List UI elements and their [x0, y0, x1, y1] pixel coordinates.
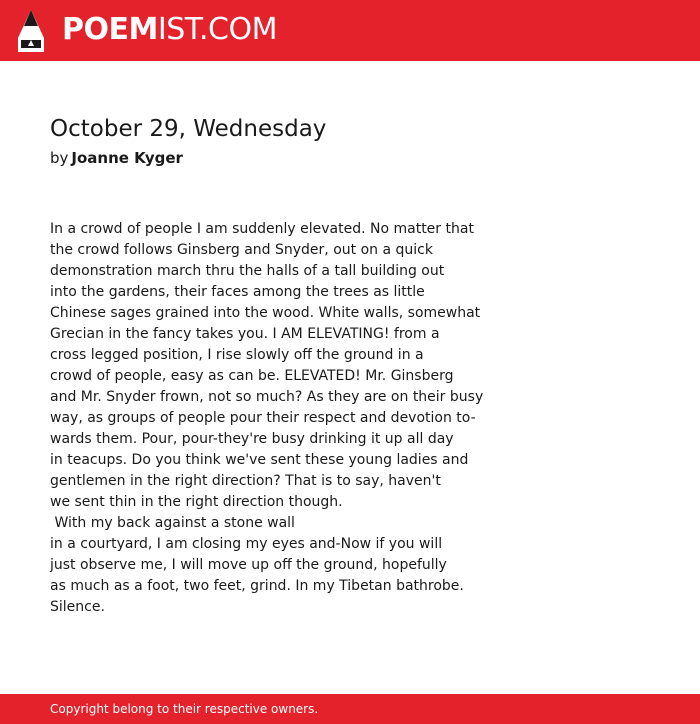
poem-line: With my back against a stone wall [50, 515, 295, 531]
site-footer [0, 694, 700, 724]
poem-line: as much as a foot, two feet, grind. In my Tibetan bathrobe. [50, 578, 464, 594]
pencil-tip-icon [18, 10, 44, 52]
poem-line: into the gardens, their faces among the trees as little [50, 284, 425, 300]
poem-title: October 29, Wednesday [50, 116, 327, 142]
poem-line: demonstration march thru the halls of a tall building out [50, 263, 445, 279]
poem-line: gentlemen in the right direction? That is to say, haven't [50, 473, 441, 489]
poem-line: In a crowd of people I am suddenly elevated. No matter that [50, 221, 474, 237]
poem-line: wards them. Pour, pour-they're busy drinking it up all day [50, 431, 454, 447]
poem-byline [50, 149, 183, 167]
site-logo-text [62, 12, 277, 48]
poem-author-link[interactable]: Joanne Kyger [71, 149, 183, 167]
poem-line: Silence. [50, 599, 105, 615]
poem-line: the crowd follows Ginsberg and Snyder, out on a quick [50, 242, 433, 258]
by-label: by [50, 149, 69, 167]
poem-body [50, 219, 650, 618]
poem-line: we sent thin in the right direction though. [50, 494, 343, 510]
poem-line: Chinese sages grained into the wood. White walls, somewhat [50, 305, 481, 321]
poem-line: just observe me, I will move up off the ground, hopefully [50, 557, 447, 573]
poem-line: in a courtyard, I am closing my eyes and-Now if you will [50, 536, 443, 552]
poem-line: in teacups. Do you think we've sent these young ladies and [50, 452, 469, 468]
poem-line: and Mr. Snyder frown, not so much? As they are on their busy [50, 389, 484, 405]
copyright-notice: Copyright belong to their respective owners. [50, 702, 319, 716]
logo-bold-part: POEM [62, 12, 158, 47]
poem-line: cross legged position, I rise slowly off the ground in a [50, 347, 424, 363]
logo-light-part: IST.COM [157, 12, 277, 47]
site-header [0, 0, 700, 61]
poem-line: crowd of people, easy as can be. ELEVATED! Mr. Ginsberg [50, 368, 454, 384]
poem-line: way, as groups of people pour their respect and devotion to- [50, 410, 476, 426]
poem-line: Grecian in the fancy takes you. I AM ELEVATING! from a [50, 326, 440, 342]
